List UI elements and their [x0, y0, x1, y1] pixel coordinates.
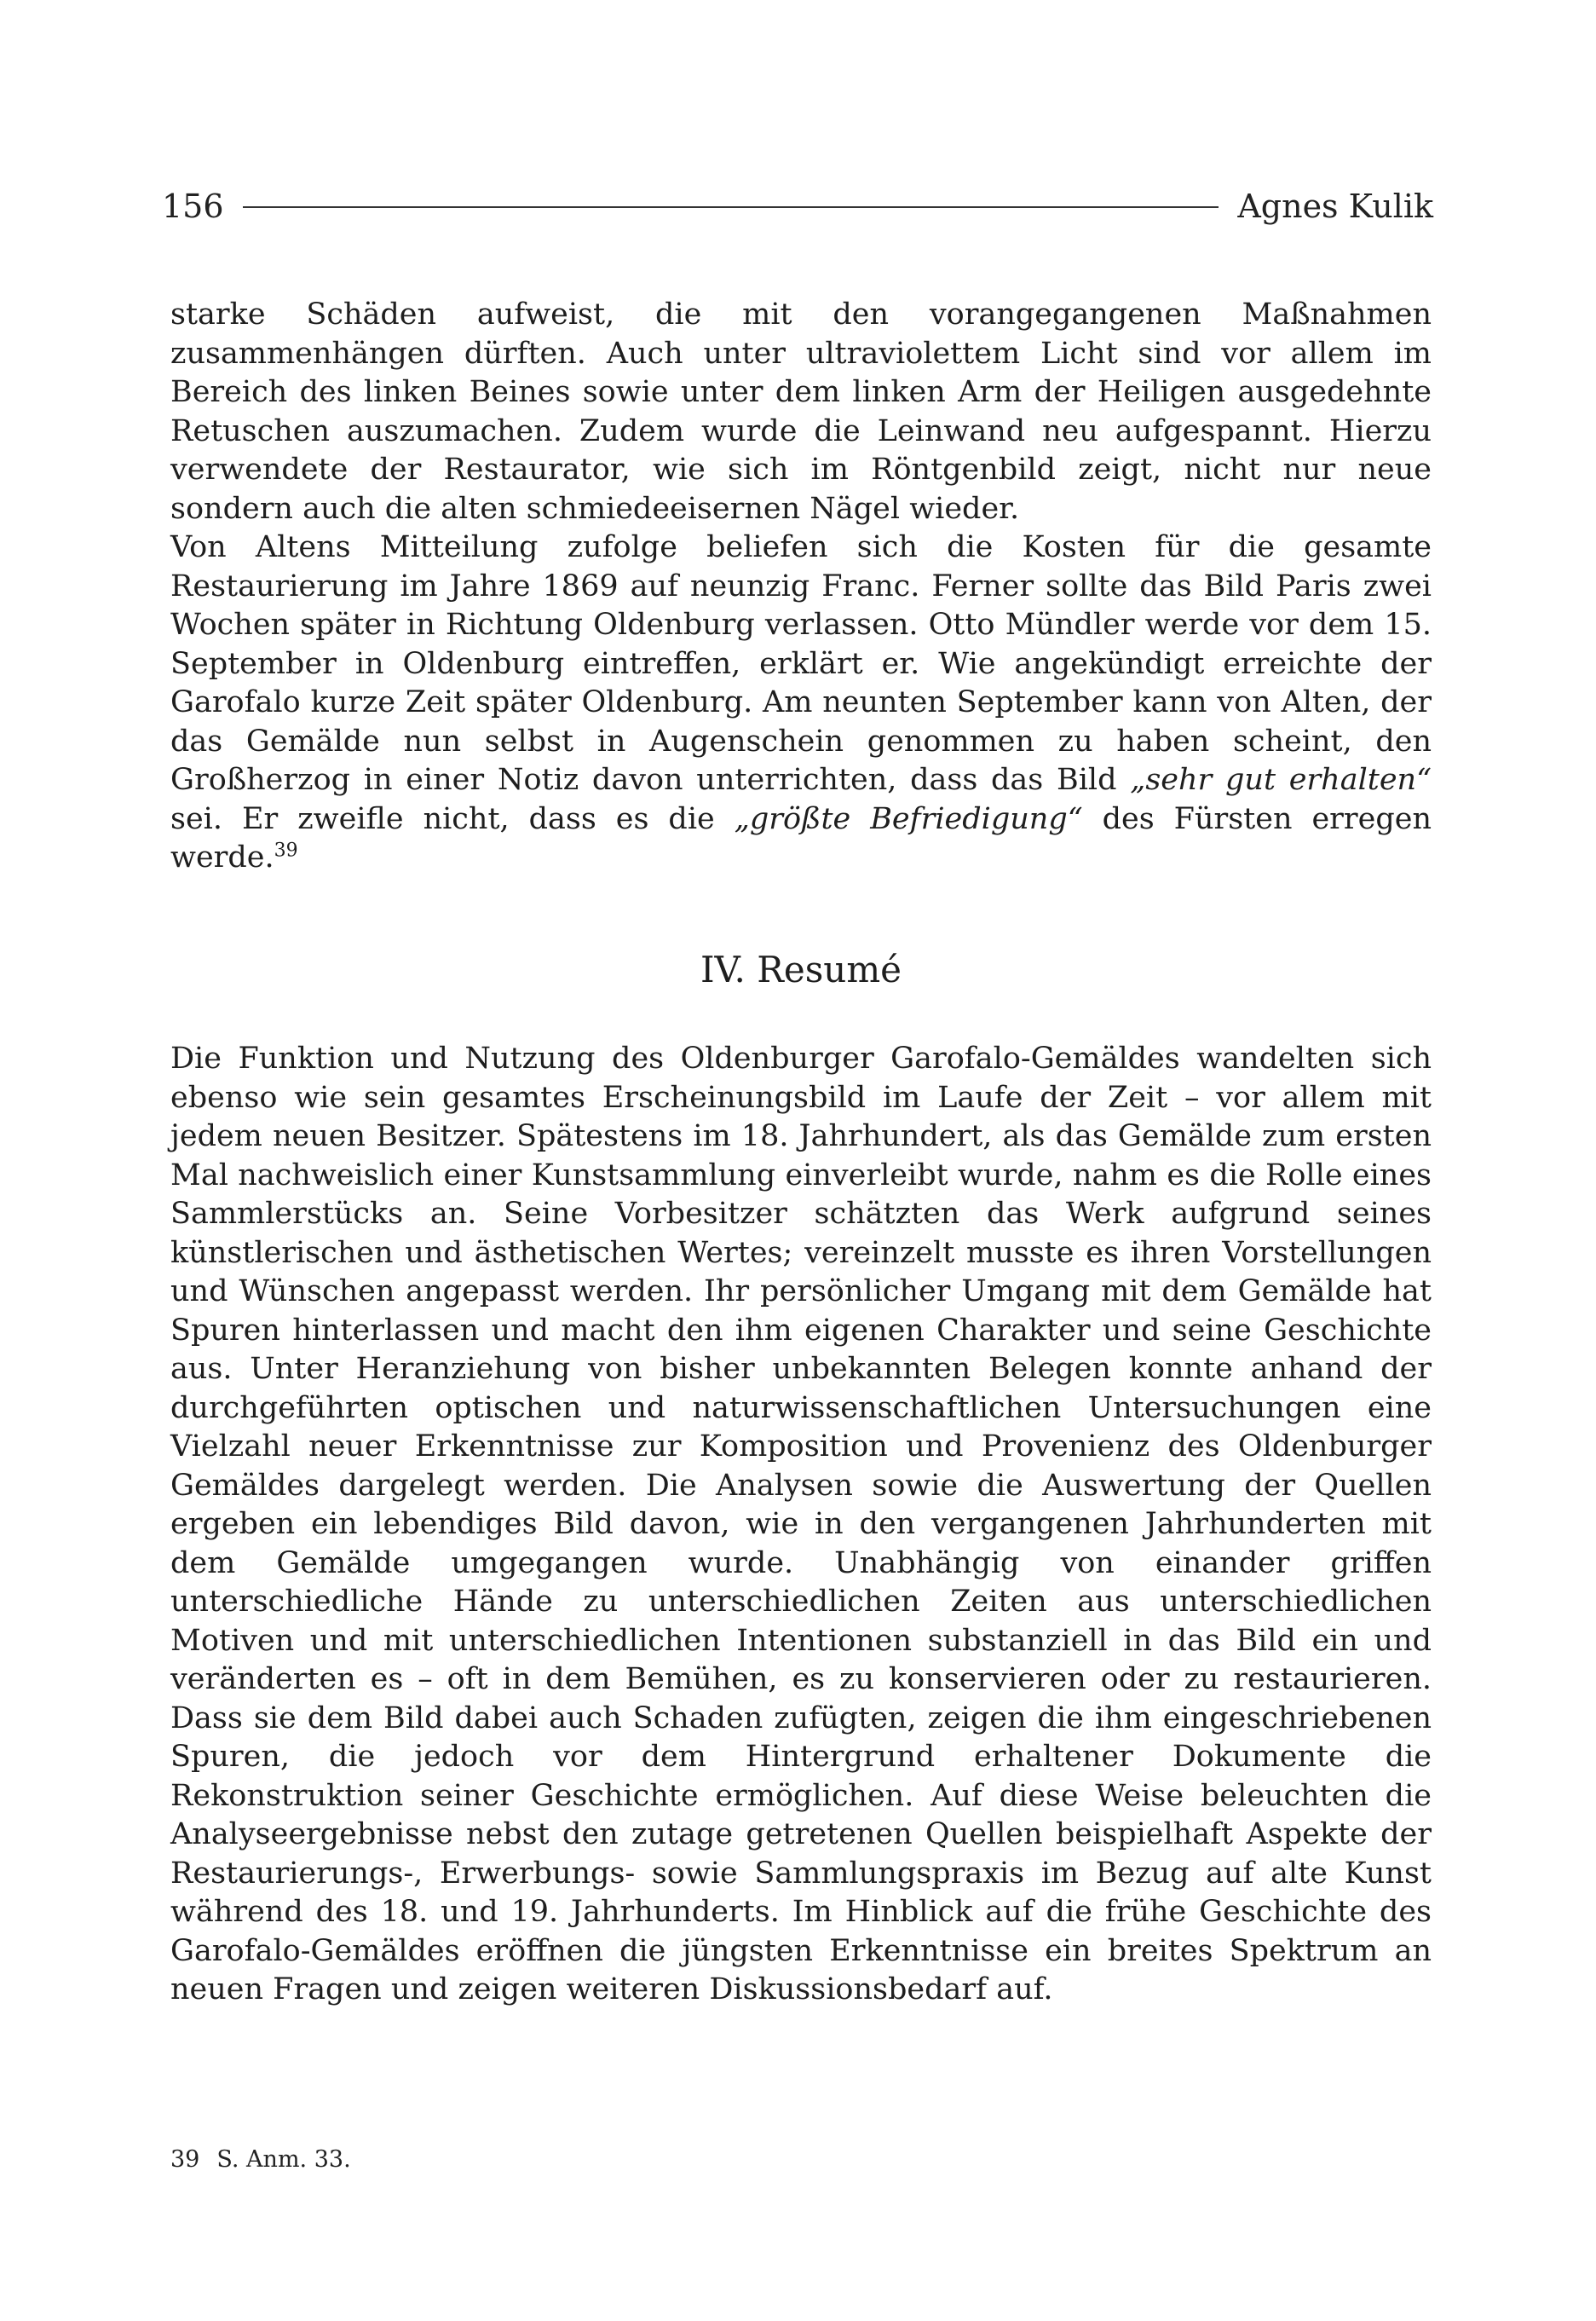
- paragraph-2: [170, 528, 1432, 878]
- paragraph-3: [170, 1040, 1432, 2010]
- quote-groesste-befriedigung: „größte Befriedigung“: [734, 801, 1083, 836]
- page-number: 156: [162, 188, 224, 225]
- paragraph-2-text-1: Von Altens Mitteilung zufolge beliefen sich die Kosten für die gesamte Restaurierung im Jahre 1869 auf neunzig Franc. Ferner sollte das Bild Paris zwei Wochen später in Richtung Oldenburg verlassen. Otto Mündler werde vor dem 15. September in Oldenburg eintreffen, erklärt er. Wie angekündigt erreichte der Garofalo kurze Zeit später Oldenburg. Am neunten September kann von Alten, der das Gemälde nun selbst in Augenschein genommen zu haben scheint, den Großherzog in einer Notiz davon unterrichten, dass das Bild: [170, 530, 1432, 797]
- paragraph-1: [170, 296, 1432, 528]
- footnote: [170, 2145, 1432, 2174]
- body-text-lower: [170, 1040, 1432, 2010]
- body-text-upper: [170, 296, 1432, 878]
- footnote-reference: 39: [274, 840, 298, 862]
- paragraph-2-text-3: des Fürsten erregen werde.: [170, 801, 1432, 875]
- running-head: [162, 181, 1433, 232]
- footnote-text: S. Anm. 33.: [216, 2146, 351, 2173]
- paragraph-2-text-2: sei. Er zweifle nicht, dass es die: [170, 801, 735, 836]
- section-heading: IV. Resumé: [700, 949, 902, 990]
- quote-sehr-gut-erhalten: „sehr gut erhalten“: [1130, 763, 1432, 797]
- header-rule: [243, 206, 1219, 208]
- footnote-number: 39: [170, 2146, 200, 2173]
- author-name: Agnes Kulik: [1237, 188, 1433, 225]
- paragraph-1-text: starke Schäden aufweist, die mit den vorangegangenen Maßnahmen zusammenhängen dürften. Auch unter ultraviolettem Licht sind vor allem im Bereich des linken Beines sowie unter dem linken Arm der Heiligen ausgedehnte Retuschen auszumachen. Zudem wurde die Leinwand neu aufgespannt. Hierzu verwendete der Restaurator, wie sich im Röntgenbild zeigt, nicht nur neue sondern auch die alten schmiedeeisernen Nägel wieder.: [170, 297, 1432, 526]
- paragraph-3-text: Die Funktion und Nutzung des Oldenburger Garofalo-Gemäldes wandelten sich ebenso wie sein gesamtes Erscheinungsbild im Laufe der Zeit – vor allem mit jedem neuen Besitzer. Spätestens im 18. Jahrhundert, als das Gemälde zum ersten Mal nachweislich einer Kunstsammlung einverleibt wurde, nahm es die Rolle eines Sammlerstücks an. Seine Vorbesitzer schätzten das Werk aufgrund seines künstlerischen und ästhetischen Wertes; vereinzelt musste es ihren Vorstellungen und Wünschen angepasst werden. Ihr persönlicher Umgang mit dem Gemälde hat Spuren hinterlassen und macht den ihm eigenen Charakter und seine Geschichte aus. Unter Heranziehung von bisher unbekannten Belegen konnte anhand der durchgeführten optischen und naturwissenschaftlichen Untersuchungen eine Vielzahl neuer Erkenntnisse zur Komposition und Provenienz des Oldenburger Gemäldes dargelegt werden. Die Analysen sowie die Auswertung der Quellen ergeben ein lebendiges Bild davon, wie in den vergangenen Jahrhunderten mit dem Gemälde umgegangen wurde. Unabhängig von einander griffen unterschiedliche Hände zu unterschiedlichen Zeiten aus unterschiedlichen Motiven und mit unterschiedlichen Intentionen substanziell in das Bild ein und veränderten es – oft in dem Bemühen, es zu konservieren oder zu restaurieren. Dass sie dem Bild dabei auch Schaden zufügten, zeigen die ihm eingeschriebenen Spuren, die jedoch vor dem Hintergrund erhaltener Dokumente die Rekonstruktion seiner Geschichte ermöglichen. Auf diese Weise beleuchten die Analyseergebnisse nebst den zutage getretenen Quellen beispielhaft Aspekte der Restaurierungs-, Erwerbungs- sowie Sammlungspraxis im Bezug auf alte Kunst während des 18. und 19. Jahrhunderts. Im Hinblick auf die frühe Geschichte des Garofalo-Gemäldes eröffnen die jüngsten Erkenntnisse ein breites Spektrum an neuen Fragen und zeigen weiteren Diskussionsbedarf auf.: [170, 1042, 1432, 2006]
